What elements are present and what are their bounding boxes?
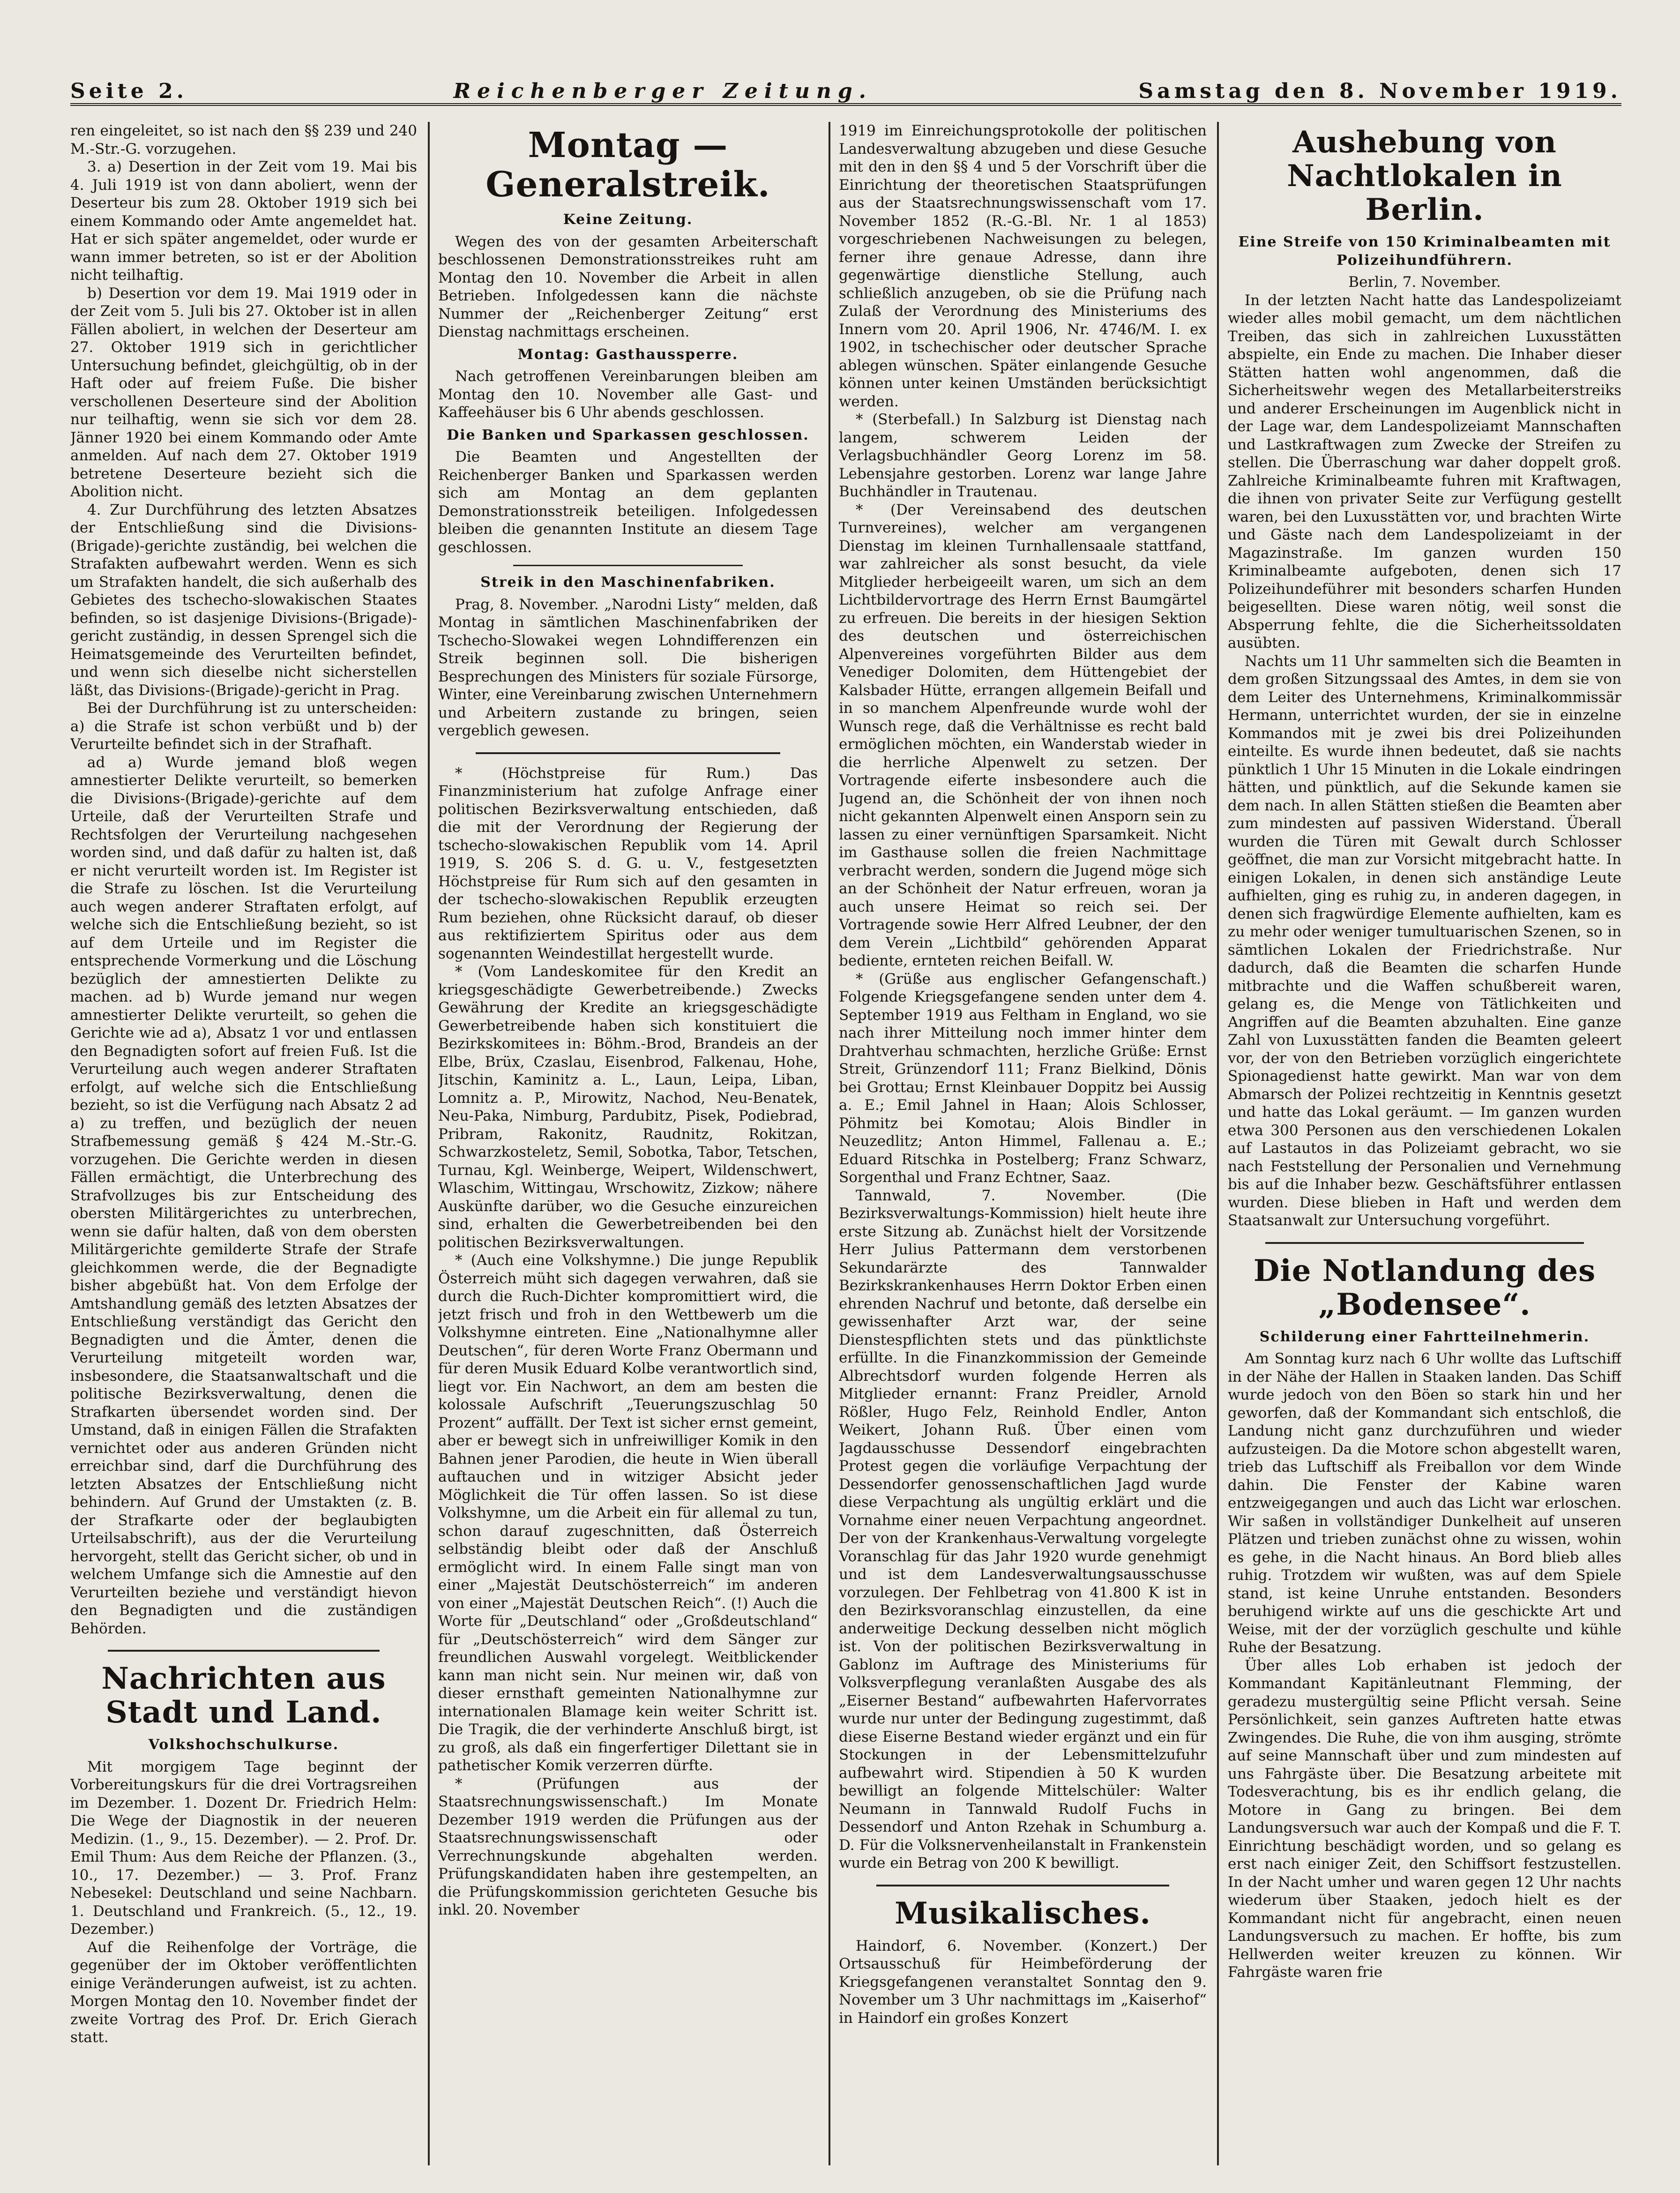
column-rule	[1217, 122, 1219, 2165]
section-divider	[513, 565, 743, 566]
headline-nachtlokale: Aushebung von Nachtlokalen in Berlin.	[1287, 125, 1562, 227]
subheading-gasthaussperre: Montag: Gasthaussperre.	[517, 346, 739, 363]
paragraph: * (Auch eine Volkshymne.) Die junge Republik Österreich müht sich dagegen verwahren, daß sie durch die Ruch-Dichter kompromittiert wird, die jetzt frisch und froh in den Wettbewerb um die Volkshymne eintreten. Eine „Nationalhymne aller Deutschen“, für deren Worte Franz Obermann und für deren Musik Eduard Kolbe verantwortlich sind, liegt vor. Ein Nachwort, an dem am besten die kolossale Aufschrift „Teuerungszuschlag 50 Prozent“ auffällt. Der Text ist sicher ernst gemeint, aber er bewegt sich in unfreiwilliger Komik in den Bahnen jener Parodien, die heute in Wien überall auftauchen und in witziger Absicht jeder Möglichkeit die Tür offen lassen. So ist diese Volkshymne, um die Arbeit ein für allemal zu tun, schon darauf zugeschnitten, daß Österreich selbständig bleibt oder daß der Anschluß ermöglicht wird. In einem Falle singt man von einer „Majestät Deutschösterreich“ im anderen von einer „Majestät Deutschen Reich“. (!) Auch die Worte für „Deutschland“ oder „Großdeutschland“ für „Deutschösterreich“ wird dem Sänger zur freundlichen Auswahl vorgelegt. Weitblickender kann man nicht sein. Nur meinen wir, daß von dieser ernsthaft gemeinten Nationalhymne zur internationalen Blamage kein weiter Schritt ist. Die Tragik, die der verhinderte Anschluß birgt, ist zu groß, als daß ein fingerfertiger Dilettant sie in pathetischer Komik verzerren dürfte.	[438, 1252, 818, 1774]
paragraph: * (Der Vereinsabend des deutschen Turnvereines), welcher am vergangenen Dienstag im kleinen Turnhallensaale stattfand, war zahlreicher als sonst besucht, da viele Mitglieder herbeigeeilt waren, um sich an dem Lichtbildervortrage des Herrn Ernst Baumgärtel zu erfreuen. Die bereits in der hiesigen Sektion des deutschen und österreichischen Alpenvereines vorgeführten Bilder aus dem Venediger Dolomiten, dem Hüttengebiet der Kalsbader Hütte, errangen allgemein Beifall und in so manchem Alpenfreunde wurde wohl der Wunsch rege, daß die Verhältnisse es recht bald ermöglichen möchten, ein Wanderstab wieder in die herrliche Alpenwelt zu setzen. Der Vortragende eiferte insbesondere auch die Jugend an, die Schönheit der von ihnen noch nicht gekannten Alpenwelt einen Ansporn sein zu lassen zu einer vernünftigen Sparsamkeit. Nicht im Gasthause sollen die freien Nachmittage verbracht werden, sondern die Jugend möge sich an der Schönheit der Natur erfreuen, woran ja auch unsere Heimat so reich sei. Der Vortragende sowie Herr Alfred Leubner, der den dem Verein „Lichtbild“ gehörenden Apparat bediente, ernteten reichen Beifall. W.	[839, 501, 1207, 969]
column-4	[1228, 122, 1621, 2161]
page-header	[70, 70, 1621, 106]
paragraph: * (Vom Landeskomitee für den Kredit an kriegsgeschädigte Gewerbetreibende.) Zwecks Gewährung der Kredite an kriegsgeschädigte Gewerbetreibende haben sich konstituiert die Bezirkskomitees in: Böhm.-Brod, Brandeis an der Elbe, Brüx, Czaslau, Eisenbrod, Falkenau, Hohe, Jitschin, Kaminitz a. L., Laun, Leipa, Liban, Lomnitz a. P., Mirowitz, Nachod, Neu-Benatek, Neu-Paka, Nimburg, Pardubitz, Pisek, Podiebrad, Pribram, Rakonitz, Raudnitz, Rokitzan, Schwarzkosteletz, Semil, Sobotka, Tabor, Tetschen, Turnau, Kgl. Weinberge, Weipert, Wildenschwert, Wlaschim, Wittingau, Wrschowitz, Zizkow; nähere Auskünfte darüber, wo die Gesuche einzureichen sind, erhalten die Gewerbetreibenden bei den politischen Bezirksverwaltungen.	[438, 963, 818, 1251]
column-2	[438, 122, 818, 2161]
paragraph: ad a) Wurde jemand bloß wegen amnestierter Delikte verurteilt, so bemerken die Divisions-(Brigade)-gerichte auf dem Urteile, daß der Verurteilten Strafe und Rechtsfolgen der Verurteilung nachgesehen worden sind, und daß dafür zu halten ist, daß er nicht verurteilt worden ist. Im Register ist die Strafe zu löschen. Ist die Verurteilung auch wegen anderer Straftaten erfolgt, auf welche sich die Entschließung bezieht, so ist auf dem Urteile und im Register die entsprechende Vormerkung und die Löschung bezüglich der amnestierten Delikte zu machen. ad b) Wurde jemand nur wegen amnestierter Delikte verurteilt, so gehen die Gerichte wie ad a), Absatz 1 vor und entlassen den Begnadigten sofort auf freien Fuß. Ist die Verurteilung auch wegen anderer Straftaten erfolgt, auf welche sich die Entschließung bezieht, so ist die Verfügung nach Absatz 2 ad a) zu treffen, und bezüglich der neuen Strafbemessung gemäß § 424 M.-Str.-G. vorzugehen. Die Gerichte werden in diesen Fällen ermächtigt, die Unterbrechung des Strafvollzuges bis zur Entscheidung des obersten Militärgerichtes zu unterbrechen, wenn sie dafür halten, daß von dem obersten Militärgerichte gemilderte Strafe der Strafe gleichkommen werde, die der Begnadigte bisher abgebüßt hat. Von dem Erfolge der Amtshandlung gemäß des letzten Absatzes der Entschließung verständigt das Gericht den Begnadigten und die Ämter, denen die Verurteilung mitgeteilt worden war, insbesondere, die Staatsanwaltschaft und die politische Bezirksverwaltung, denen die Strafkarten übersendet worden sind. Der Umstand, daß in einigen Fällen die Strafakten vernichtet oder aus anderen Gründen nicht erreichbar sind, darf die Durchführung des letzten Absatzes der Entschließung nicht behindern. Auf Grund der Umstakten (z. B. der Strafkarte oder der beglaubigten Urteilsabschrift), aus der die Verurteilung hervorgeht, stellt das Gericht sicher, ob und in welchem Umfange sich die Amnestie auf den Verurteilten beziehe und verständigt hievon den Begnadigten und die zuständigen Behörden.	[70, 754, 417, 1637]
paragraph: * (Sterbefall.) In Salzburg ist Dienstag nach langem, schwerem Leiden der Verlagsbuchhändler Georg Lorenz im 58. Lebensjahre gestorben. Lorenz war lange Jahre Buchhändler in Trautenau.	[839, 411, 1207, 500]
paragraph: * (Grüße aus englischer Gefangenschaft.) Folgende Kriegsgefangene senden unter dem 4. September 1919 aus Feltham in England, wo sie nach ihrer Mitteilung noch immer hinter dem Drahtverhau schmachten, herzliche Grüße: Ernst Streit, Grünzendorf 111; Franz Bielkind, Dönis bei Grottau; Ernst Kleinbauer Doppitz bei Aussig a. E.; Emil Jahnel in Haan; Alois Schlosser, Pöhmitz bei Komotau; Alois Bindler in Neuzedlitz; Anton Himmel, Fallenau a. E.; Eduard Ritschka in Postelberg; Franz Schwarz, Sorgenthal und Franz Echtner, Saaz.	[839, 970, 1207, 1186]
subheading-streife: Eine Streife von 150 Kriminalbeamten mit Polizeihundführern.	[1238, 234, 1611, 269]
paragraph: 4. Zur Durchführung des letzten Absatzes der Entschließung sind die Divisions-(Brigade)-gerichte zuständig, bei welchen die Strafakten aufbewahrt werden. Wenn es sich um Strafakten handelt, die sich außerhalb des Gebietes des tschecho-slowakischen Staates befinden, so ist dasjenige Divisions-(Brigade)-gericht zuständig, in dessen Sprengel sich die Heimatsgemeinde des Verurteilten befindet, und wenn sich dieselbe nicht sicherstellen läßt, das Divisions-(Brigade)-gericht in Prag.	[70, 501, 417, 699]
paragraph: Auf die Reihenfolge der Vorträge, die gegenüber der im Oktober veröffentlichten einige Veränderungen aufweist, ist zu achten. Morgen Montag den 10. November findet der zweite Vortrag des Prof. Dr. Erich Gierach statt.	[70, 1939, 417, 2046]
subheading-banken: Die Banken und Sparkassen geschlossen.	[447, 427, 809, 443]
paragraph: b) Desertion vor dem 19. Mai 1919 oder in der Zeit vom 5. Juli bis 27. Oktober ist in allen Fällen aboliert, in welchen der Deserteur am 27. Oktober 1919 sich in gerichtlicher Untersuchung befindet, gleichgültig, ob in der Haft oder auf freiem Fuße. Die bisher verschollenen Deserteure sind der Abolition nur teilhaftig, wenn sie sich vor dem 28. Jänner 1920 bei einem Kommando oder Amte anmelden. Auf nach dem 27. Oktober 1919 betretene Deserteure bezieht sich die Abolition nicht.	[70, 284, 417, 500]
section-divider	[876, 1885, 1169, 1886]
section-divider	[476, 752, 780, 754]
paragraph: Nachts um 11 Uhr sammelten sich die Beamten in dem großen Sitzungssaal des Amtes, in dem sie von dem Leiter des Unternehmens, Kriminalkommissär Hermann, unterrichtet wurden, der sie in einzelne Kommandos mit je zwei bis drei Polizeihunden einteilte. Es wurde ihnen bedeutet, daß sie nachts pünktlich 1 Uhr 15 Minuten in die Lokale eindringen hätten, und pünktlich, auf die Sekunde kamen sie dem nach. In allen Stätten stießen die Beamten aber zum mindesten auf passiven Widerstand. Überall wurden die Türen mit Gewalt durch Schlosser geöffnet, die man zur Vorsicht mitgebracht hatte. In einigen Lokalen, in denen sich anständige Leute aufhielten, ging es ruhig zu, in anderen dagegen, in denen sich fragwürdige Elemente aufhielten, kam es zu mehr oder weniger tumultuarischen Szenen, so in sämtlichen Lokalen der Friedrichstraße. Nur dadurch, daß die Beamten die scharfen Hunde mitbrachte und die Waffen schußbereit waren, gelang es, die Menge von Tätlichkeiten und Angriffen auf die Beamten abzuhalten. Eine ganze Zahl von Luxusstätten fanden die Beamten geleert vor, der von den Betrieben vorzüglich eingerichtete Spionagedienst hatte gewirkt. Man war von dem Abmarsch der Polizei rechtzeitig in Kenntnis gesetzt und hatte das Lokal geräumt. — Im ganzen wurden etwa 300 Personen aus den verschiedenen Lokalen auf Lastautos in das Polizeiamt gebracht, wo sie nach Feststellung der Personalien und Vernehmung bis auf die Inhaber bezw. Geschäftsführer entlassen wurden. Diese blieben in Haft und werden dem Staatsanwalt zur Untersuchung vorgeführt.	[1228, 652, 1621, 1229]
headline-bodensee: Die Notlandung des „Bodensee“.	[1253, 1253, 1596, 1322]
column-rule	[428, 122, 430, 2165]
paragraph: * (Prüfungen aus der Staatsrechnungswissenschaft.) Im Monate Dezember 1919 werden die Prüfungen aus der Staatsrechnungswissenschaft oder Verrechnungskunde abgehalten werden. Prüfungskandidaten haben ihre gestempelten, an die Prüfungskommission gerichteten Gesuche bis inkl. 20. November	[438, 1775, 818, 1918]
paragraph: Am Sonntag kurz nach 6 Uhr wollte das Luftschiff in der Nähe der Hallen in Staaken landen. Das Schiff wurde jedoch von den Böen so stark hin und her geworfen, daß der Kommandant sich entschloß, die Landung nicht ganz durchzuführen und wieder aufzusteigen. Da die Motore schon abgestellt waren, trieb das Luftschiff als Freiballon vor dem Winde dahin. Die Fenster der Kabine waren entzweigegangen und auch das Licht war erloschen. Wir saßen in vollständiger Dunkelheit auf unseren Plätzen und trieben zunächst ohne zu wissen, wohin es gehe, in die Nacht hinaus. An Bord blieb alles ruhig. Trotzdem wir wußten, was auf dem Spiele stand, ist keine Unruhe entstanden. Besonders beruhigend wirkte auf uns die geschickte Art und Weise, mit der der vorzüglich geschulte und kühle Ruhe der Besatzung.	[1228, 1350, 1621, 1656]
subheading-streik: Streik in den Maschinenfabriken.	[480, 574, 776, 591]
paragraph: * (Höchstpreise für Rum.) Das Finanzministerium hat zufolge Anfrage einer politischen Bezirksverwaltung entschieden, daß die mit der Verordnung der Regierung der tschecho-slowakischen Republik vom 14. April 1919, S. 206 S. d. G. u. V., festgesetzten Höchstpreise für Rum sich auf den gesamten in der tschecho-slowakischen Republik erzeugten Rum beziehen, ohne Rücksicht darauf, ob dieser aus rektifiziertem Spiritus oder aus dem sogenannten Weindestillat hergestellt wurde.	[438, 764, 818, 962]
paragraph: Mit morgigem Tage beginnt der Vorbereitungskurs für die drei Vortragsreihen im Dezember. 1. Dozent Dr. Friedrich Helm: Die Wege der Diagnostik in der neueren Medizin. (1., 9., 15. Dezember). — 2. Prof. Dr. Emil Thum: Aus dem Reiche der Pflanzen. (3., 10., 17. Dezember.) — 3. Prof. Franz Nebesekel: Deutschland und seine Nachbarn. 1. Deutschland und Frankreich. (5., 12., 19. Dezember.)	[70, 1758, 417, 1938]
dateline: Berlin, 7. November.	[1348, 274, 1501, 291]
paragraph: Haindorf, 6. November. (Konzert.) Der Ortsausschuß für Heimbeförderung der Kriegsgefangenen veranstaltet Sonntag den 9. November um 3 Uhr nachmittags im „Kaiserhof“ in Haindorf ein großes Konzert	[839, 1937, 1207, 2027]
section-heading-musikalisches: Musikalisches.	[895, 1895, 1151, 1931]
paragraph: Die Beamten und Angestellten der Reichenberger Banken und Sparkassen werden sich am Montag an dem geplanten Demonstrationsstreik beteiligen. Infolgedessen bleiben die genannten Institute an diesem Tage geschlossen.	[438, 449, 818, 556]
paragraph: Prag, 8. November. „Narodni Listy“ melden, daß Montag in sämtlichen Maschinenfabriken der Tschecho-Slowakei wegen Lohndifferenzen ein Streik beginnen soll. Die bisherigen Besprechungen des Ministers für soziale Fürsorge, Winter, eine Vereinbarung zwischen Unternehmern und Arbeitern zustande zu bringen, seien vergeblich gewesen.	[438, 596, 818, 739]
paragraph: Nach getroffenen Vereinbarungen bleiben am Montag den 10. November alle Gast- und Kaffeehäuser bis 6 Uhr abends geschlossen.	[438, 368, 818, 421]
paragraph: Bei der Durchführung ist zu unterscheiden: a) die Strafe ist schon verbüßt und b) der Verurteilte befindet sich in der Strafhaft.	[70, 700, 417, 753]
headline-generalstreik: Montag — Generalstreik.	[485, 125, 770, 205]
issue-date: Samstag den 8. November 1919.	[1138, 79, 1621, 103]
paragraph: 1919 im Einreichungsprotokolle der politischen Landesverwaltung abzugeben und diese Gesuche mit den in den §§ 4 und 5 der Vorschrift über die Einrichtung der theoretischen Staatsprüfungen aus der Staatsrechnungswissenschaft vom 17. November 1852 (R.-G.-Bl. Nr. 1 al 1853) vorgeschriebenen Nachweisungen zu belegen, ferner ihre genaue Adresse, dann ihre gegenwärtige dienstliche Stellung, auch schließlich anzugeben, ob sie die Prüfung nach Zulaß der Verordnung des Ministeriums des Innern vom 20. April 1906, Nr. 4746/M. I. ex 1902, in tschechischer oder deutscher Sprache ablegen wünschen. Später einlangende Gesuche können unter keinen Umständen berücksichtigt werden.	[839, 122, 1207, 410]
subheading-keine-zeitung: Keine Zeitung.	[563, 211, 693, 228]
page-number: Seite 2.	[70, 79, 188, 103]
column-3	[839, 122, 1207, 2161]
section-divider	[1265, 1242, 1584, 1244]
paragraph: In der letzten Nacht hatte das Landespolizeiamt wieder alles mobil gemacht, um dem nächtlichen Treiben, das sich in zahlreichen Luxusstätten abspielte, ein Ende zu machen. Die Inhaber dieser Stätten hatten wohl angenommen, daß die Sicherheitswehr wegen des Metallarbeiterstreiks und anderer Erscheinungen im Augenblick nicht in der Lage war, dem Landespolizeiamt Mannschaften und Lastkraftwagen zum Zwecke der Streifen zu stellen. Die Überraschung war daher doppelt groß. Zahlreiche Kriminalbeamte fuhren mit Kraftwagen, die ihnen von privater Seite zur Verfügung gestellt waren, bei den Luxusstätten vor, und brachten Wirte und Gäste nach dem Landespolizeiamt in der Magazinstraße. Im ganzen wurden 150 Kriminalbeamte aufgeboten, denen sich 17 Polizeihundeführer mit besonders scharfen Hunden beigesellten. Diese waren nötig, weil sonst die Absperrung fehlte, die die Sicherheitssoldaten ausübten.	[1228, 292, 1621, 651]
section-heading-nachrichten: Nachrichten aus Stadt und Land.	[101, 1661, 386, 1730]
section-divider	[108, 1650, 380, 1652]
paragraph: ren eingeleitet, so ist nach den §§ 239 und 240 M.-Str.-G. vorzugehen.	[70, 122, 417, 157]
subheading-volkshochschulkurse: Volkshochschulkurse.	[148, 1736, 339, 1753]
paragraph: 3. a) Desertion in der Zeit vom 19. Mai bis 4. Juli 1919 ist von dann aboliert, wenn der Deserteur bis zum 28. Oktober 1919 sich bei einem Kommando oder Amte angemeldet hat. Hat er sich später angemeldet, oder wurde er wann immer betreten, so ist er der Abolition nicht teilhaftig.	[70, 158, 417, 284]
column-rule	[829, 122, 830, 2165]
paragraph: Wegen des von der gesamten Arbeiterschaft beschlossenen Demonstrationsstreikes ruht am Montag den 10. November die Arbeit in allen Betrieben. Infolgedessen kann die nächste Nummer der „Reichenberger Zeitung“ erst Dienstag nachmittags erscheinen.	[438, 233, 818, 340]
subheading-schilderung: Schilderung einer Fahrtteilnehmerin.	[1259, 1328, 1590, 1345]
newspaper-title: Reichenberger Zeitung.	[453, 79, 873, 103]
column-1	[70, 122, 417, 2161]
paragraph: Tannwald, 7. November. (Die Bezirksverwaltungs-Kommission) hielt heute ihre erste Sitzung ab. Zunächst hielt der Vorsitzende Herr Julius Pattermann dem verstorbenen Sekundarärzte des Tannwalder Bezirkskrankenhauses Herrn Doktor Erben einen ehrenden Nachruf und betonte, daß derselbe ein gewissenhafter Arzt war, der seine Dienstespflichten stets und das pünktlichste erfüllte. In die Finanzkommission der Gemeinde Albrechtsdorf wurden folgende Herren als Mitglieder ernannt: Franz Preidler, Arnold Rößler, Hugo Felz, Reinhold Endler, Anton Weikert, Johann Ruß. Über einen vom Jagdausschusse Dessendorf eingebrachten Protest gegen die vorläufige Verpachtung der Dessendorfer genossenschaftlichen Jagd wurde diese Verpachtung als ungültig erklärt und die Vornahme einer neuen Verpachtung angeordnet. Der von der Krankenhaus-Verwaltung vorgelegte Voranschlag für das Jahr 1920 wurde genehmigt und ist dem Landesverwaltungsausschusse vorzulegen. Der Fehlbetrag von 41.800 K ist in den Bezirksvoranschlag einzustellen, da eine anderweitige Deckung desselben nicht möglich ist. Von der politischen Bezirksverwaltung in Gablonz im Auftrage des Ministeriums für Volksverpflegung veranlaßten Ausgabe des als „Eiserner Bestand“ aufbewahrten Hafervorrates wurde nur unter der Bedingung zugestimmt, daß diese Eiserne Bestand wieder ergänzt und ein für Stockungen in der Lebensmittelzufuhr aufbewahrt wird. Stipendien à 50 K wurden bewilligt an folgende Mittelschüler: Walter Neumann in Tannwald Rudolf Fuchs in Dessendorf und Anton Rzehak in Schumburg a. D. Für die Volksnervenheilanstalt in Frankenstein wurde ein Betrag von 200 K bewilligt.	[839, 1187, 1207, 1871]
paragraph: Über alles Lob erhaben ist jedoch der Kommandant Kapitänleutnant Flemming, der geradezu mustergültig seine Pflicht versah. Seine Persönlichkeit, sein ganzes Auftreten hatte etwas Zwingendes. Die Ruhe, die von ihm ausging, strömte auf seine Mannschaft über und zum mindesten auf uns Fahrgäste über. Die Besatzung arbeitete mit Todesverachtung, bis es ihr endlich gelang, die Motore in Gang zu bringen. Bei dem Landungsversuch war auch der Kompaß und die F. T. Einrichtung beschädigt worden, und so gelang es erst nach einiger Zeit, den Schiffsort festzustellen. In der Nacht umher und waren gegen 12 Uhr nachts wiederum über Staaken, jedoch hielt es der Kommandant nicht für angebracht, einen neuen Landungsversuch zu machen. Er hoffte, bis zum Hellwerden weiter kreuzen zu können. Wir Fahrgäste waren frie	[1228, 1657, 1621, 1981]
